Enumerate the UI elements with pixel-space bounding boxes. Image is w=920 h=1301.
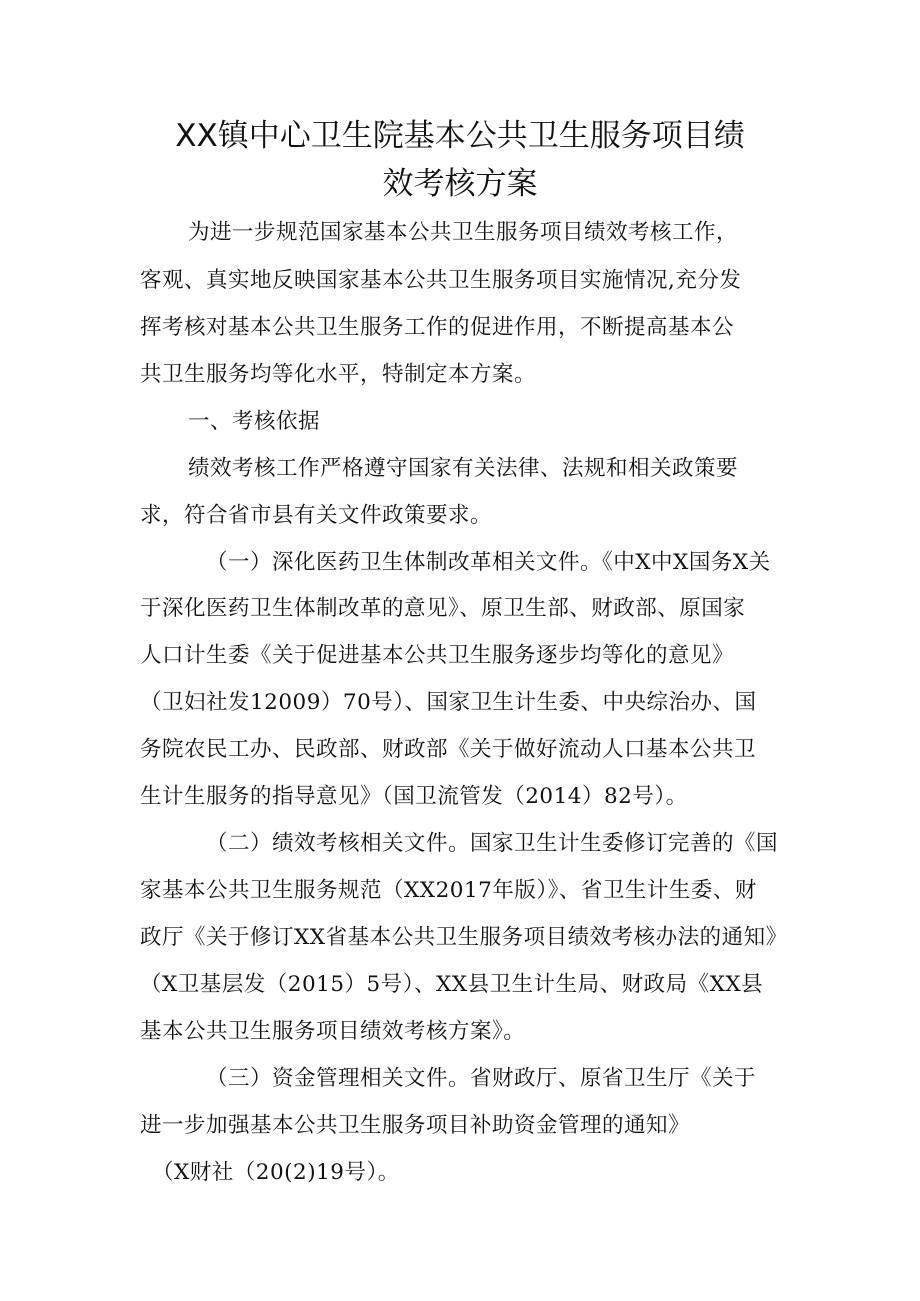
paragraph-item2-line-5: 基本公共卫生服务项目绩效考核方案》。 (140, 1019, 526, 1044)
paragraph-item2-line-2: 家基本公共卫生服务规范（XX2017年版）》、省卫生计生委、财 (140, 878, 757, 903)
paragraph-item1-line-5: 务院农民工办、民政部、财政部《关于做好流动人口基本公共卫 (140, 737, 757, 762)
paragraph-basis-line-1: 绩效考核工作严格遵守国家有关法律、法规和相关政策要 (188, 456, 739, 481)
paragraph-intro-line-4: 共卫生服务均等化水平，特制定本方案。 (140, 362, 537, 387)
document-title-line-1: XX镇中心卫生院基本公共卫生服务项目绩 (175, 118, 745, 154)
section-heading-1: 一、考核依据 (188, 409, 321, 434)
paragraph-item1-line-4: （卫妇社发12009）70号）、国家卫生计生委、中央综治办、国 (140, 690, 757, 715)
paragraph-basis-line-2: 求，符合省市县有关文件政策要求。 (140, 503, 493, 528)
document-title-line-2: 效考核方案 (382, 166, 538, 202)
paragraph-item1-line-6: 生计生服务的指导意见》（国卫流管发（2014）82号）。 (140, 784, 688, 809)
paragraph-item1-line-1: （一）深化医药卫生体制改革相关文件。《中X中X国务X关 (206, 550, 771, 575)
paragraph-item2-line-3: 政厅《关于修订XX省基本公共卫生服务项目绩效考核办法的通知》 (140, 925, 788, 950)
paragraph-item3-line-1: （三）资金管理相关文件。省财政厅、原省卫生厅《关于 (206, 1066, 757, 1091)
paragraph-item3-line-2: 进一步加强基本公共卫生服务项目补助资金管理的通知》 (140, 1113, 691, 1138)
paragraph-item2-line-1: （二）绩效考核相关文件。国家卫生计生委修订完善的《国 (206, 831, 779, 856)
paragraph-item1-line-3: 人口计生委《关于促进基本公共卫生服务逐步均等化的意见》 (140, 643, 735, 668)
paragraph-item2-line-4: （X卫基层发（2015）5号）、XX县卫生计生局、财政局《XX县 (140, 972, 764, 997)
paragraph-intro-line-3: 挥考核对基本公共卫生服务工作的促进作用，不断提高基本公 (140, 315, 735, 340)
paragraph-intro-line-1: 为进一步规范国家基本公共卫生服务项目绩效考核工作， (188, 220, 739, 245)
paragraph-item3-line-3: （X财社（20(2)19号）。 (152, 1160, 400, 1185)
paragraph-intro-line-2: 客观、真实地反映国家基本公共卫生服务项目实施情况,充分发 (140, 268, 742, 293)
paragraph-item1-line-2: 于深化医药卫生体制改革的意见》、原卫生部、财政部、原国家 (140, 596, 746, 621)
